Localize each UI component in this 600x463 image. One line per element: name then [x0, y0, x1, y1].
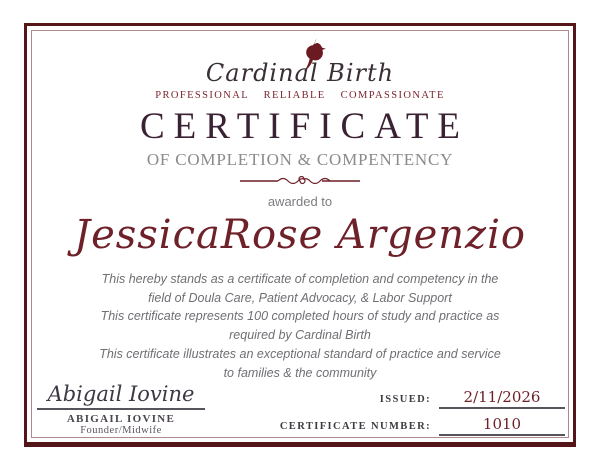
issued-label: ISSUED: — [379, 394, 431, 405]
signatory-name: ABIGAIL IOVINE — [66, 413, 176, 425]
signature-script: Abigail Iovine — [37, 382, 205, 410]
certificate-number-label: CERTIFICATE NUMBER: — [279, 421, 431, 432]
certificate-content — [33, 33, 567, 436]
certificate-number-value: 1010 — [439, 415, 565, 436]
flourish-divider — [33, 173, 567, 183]
body-line: This certificate represents 100 completed hours of study and practice as — [100, 309, 500, 324]
issue-info-block — [280, 382, 565, 436]
issued-row — [280, 388, 565, 409]
body-line: field of Doula Care, Patient Advocacy, & Labor Support — [148, 290, 452, 305]
brand-logo — [33, 37, 567, 87]
flourish-icon — [240, 176, 360, 186]
signatory-role: Founder/Midwife — [80, 425, 162, 436]
brand-tagline: PROFESSIONAL RELIABLE COMPASSIONATE — [155, 90, 445, 101]
certificate-footer — [37, 382, 565, 436]
certificate-title: CERTIFICATE — [139, 106, 470, 147]
brand-name: Cardinal Birth — [205, 59, 395, 87]
body-line: required by Cardinal Birth — [229, 328, 371, 343]
body-line: to families & the community — [223, 365, 377, 380]
signature-block — [37, 382, 205, 436]
recipient-name: JessicaRose Argenzio — [74, 211, 526, 258]
awarded-to-label: awarded to — [267, 193, 333, 209]
issued-date: 2/11/2026 — [439, 388, 565, 409]
body-line: This hereby stands as a certificate of completion and competency in the — [101, 271, 499, 286]
certificate-body — [33, 270, 567, 383]
certificate-number-row — [280, 415, 565, 436]
body-line: This certificate illustrates an exceptional standard of practice and service — [99, 346, 501, 361]
certificate-subtitle: OF COMPLETION & COMPENTENCY — [146, 149, 454, 169]
